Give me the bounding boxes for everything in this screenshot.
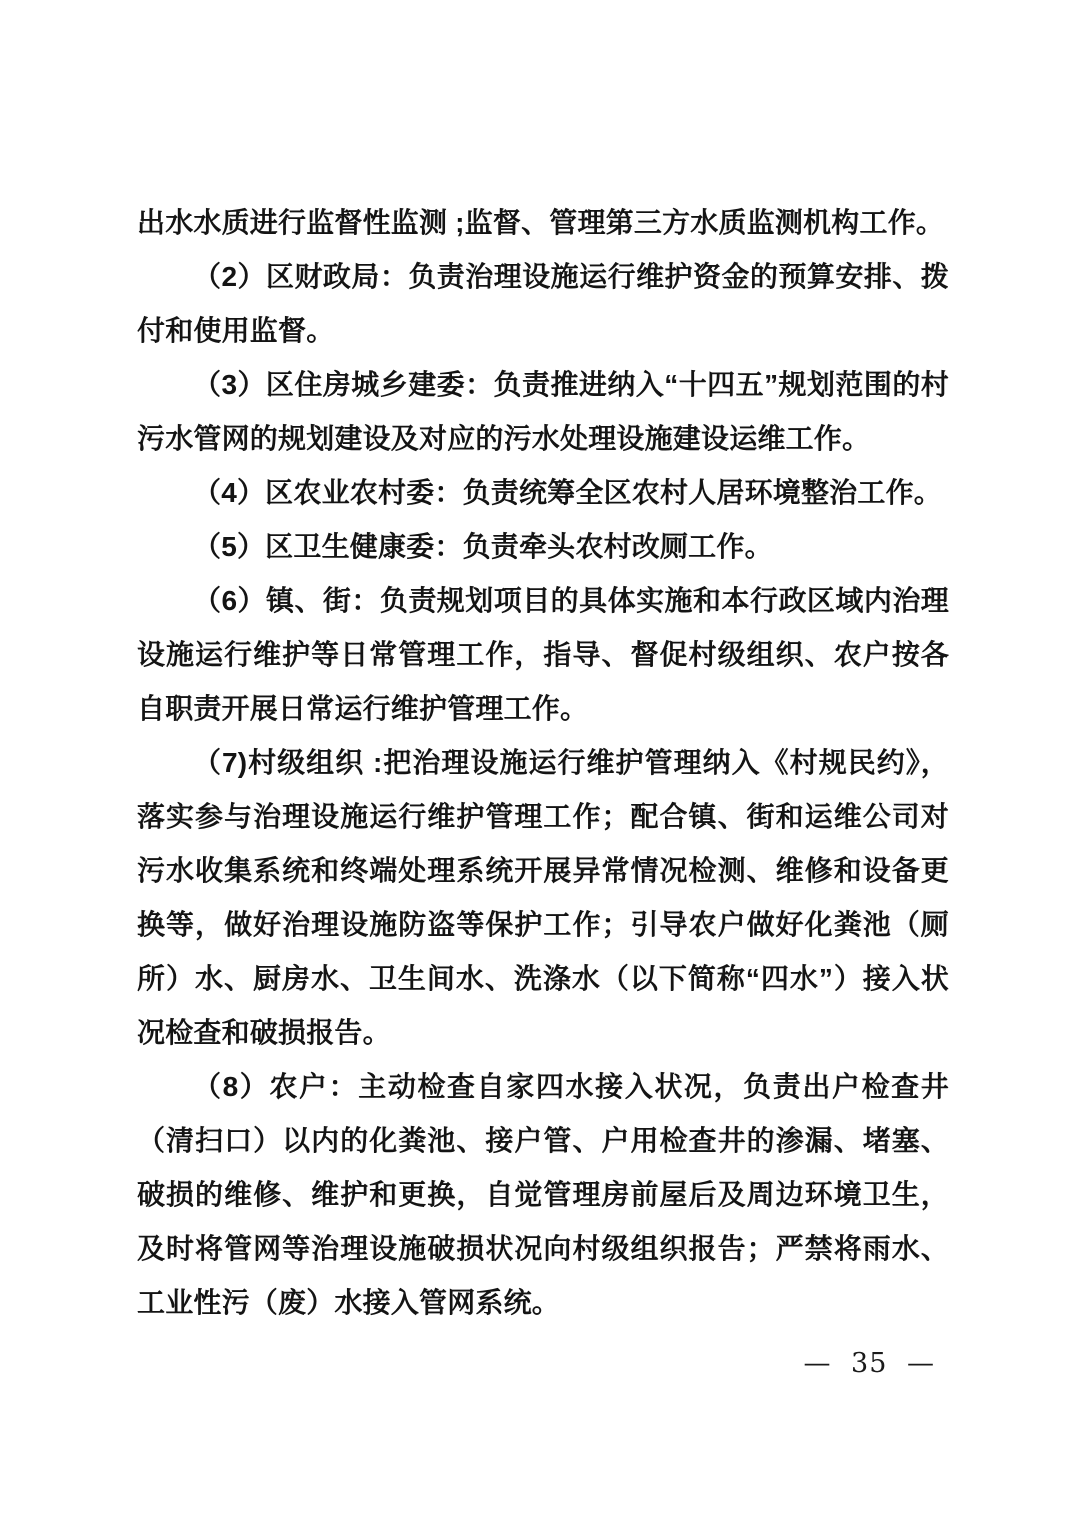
page-number: — 35 —	[803, 1348, 935, 1379]
paragraph-item-5: （5）区卫生健康委：负责牵头农村改厕工作。	[193, 531, 773, 562]
paragraph-item-7: （7)村级组织 :把治理设施运行维护管理纳入《村规民约》，落实参与治理设施运行维护管理工作；配合镇、街和运维公司对污水收集系统和终端处理系统开展异常情况检测、维修和设备更换等，做好治理设施防盗等保护工作；引导农户做好化粪池（厕所）水、厨房水、卫生间水、洗涤水（以下简称“四水”）接入状况检查和破损报告。	[137, 747, 949, 1048]
paragraph-item-8: （8）农户：主动检查自家四水接入状况，负责出户检查井（清扫口）以内的化粪池、接户管、户用检查井的渗漏、堵塞、破损的维修、维护和更换，自觉管理房前屋后及周边环境卫生，及时将管网等治理设施破损状况向村级组织报告；严禁将雨水、工业性污（废）水接入管网系统。	[137, 1071, 949, 1318]
paragraph-item-2: （2）区财政局：负责治理设施运行维护资金的预算安排、拨付和使用监督。	[137, 261, 949, 346]
page-footer	[803, 1348, 935, 1379]
paragraph-item-3: （3）区住房城乡建委：负责推进纳入“十四五”规划范围的村污水管网的规划建设及对应的污水处理设施建设运维工作。	[137, 369, 949, 454]
paragraph-item-4: （4）区农业农村委：负责统筹全区农村人居环境整治工作。	[193, 477, 942, 508]
document-body	[137, 196, 949, 1330]
paragraph-item-6: （6）镇、街：负责规划项目的具体实施和本行政区域内治理设施运行维护等日常管理工作，指导、督促村级组织、农户按各自职责开展日常运行维护管理工作。	[137, 585, 949, 724]
paragraph-continuation: 出水水质进行监督性监测 ;监督、管理第三方水质监测机构工作。	[137, 207, 945, 238]
